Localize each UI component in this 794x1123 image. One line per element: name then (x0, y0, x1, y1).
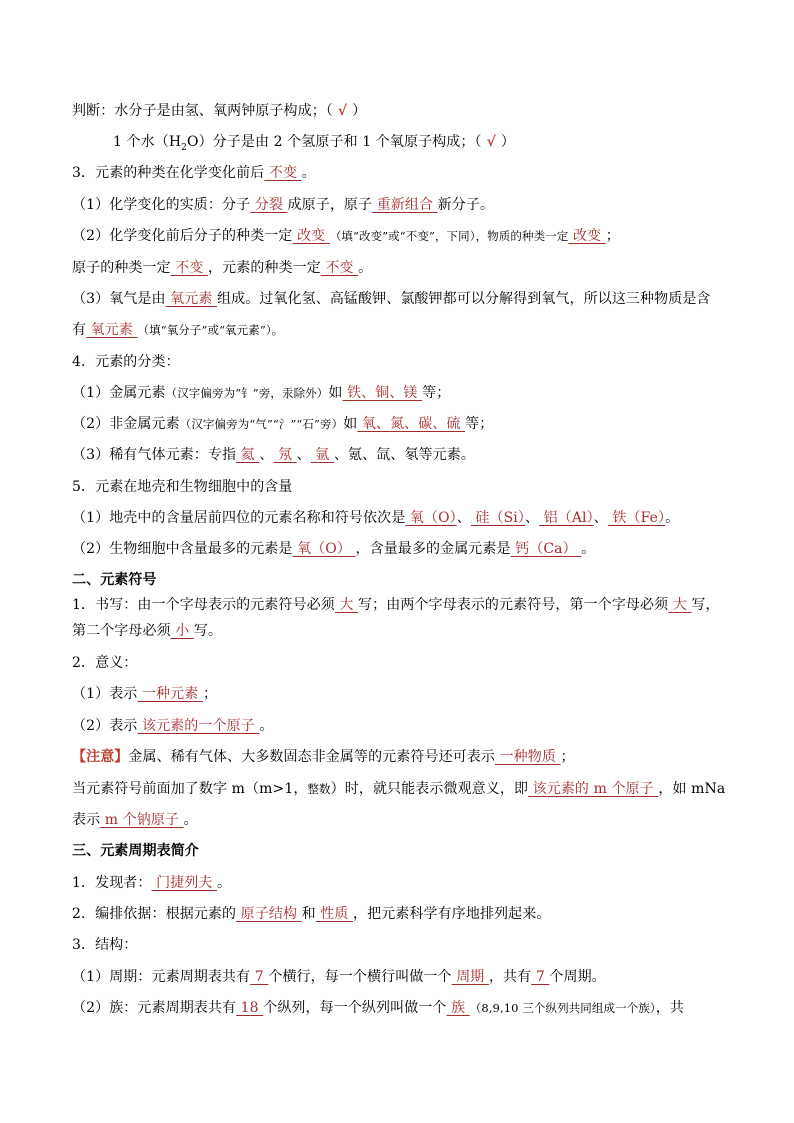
line-5-2: （2）生物细胞中含量最多的元素是 氧（O） ，含量最多的金属元素是 钙（Ca） 。 (72, 541, 596, 557)
answer: 铁、铜、镁 (342, 385, 423, 401)
answer: 改变 (292, 228, 330, 244)
answer: 改变 (568, 228, 606, 244)
line-4-2: （2）非金属元素（汉字偏旁为“气”“氵”“石”旁）如 氧、氮、碳、硫 等； (72, 416, 494, 432)
answer: 该元素的 m 个原子 (528, 781, 659, 797)
answer: 性质 (315, 906, 354, 922)
answer: 分裂 (250, 197, 288, 213)
answer: 钙（Ca） (510, 541, 582, 557)
answer: 小 (170, 623, 194, 639)
check-mark: √ (481, 134, 501, 150)
line-symbol-2: 2．意义： (72, 655, 138, 671)
line-note-2: 当元素符号前面加了数字 m（m>1，整数）时，就只能表示微观意义，即 该元素的 m 个原子 ，如 mNa (72, 781, 726, 797)
line-3-3: （3）氧气是由 氧元素 组成。过氧化氢、高锰酸钾、氯酸钾都可以分解得到氧气，所以这三种物质是含 (72, 291, 711, 307)
line-3-2: （2）化学变化前后分子的种类一定 改变 （填“改变”或“不变”，下同），物质的种类一定 改变 ； (72, 228, 620, 244)
answer: 不变 (264, 165, 302, 181)
answer: 不变 (320, 260, 359, 276)
answer: 铝（Al） (539, 510, 594, 526)
note-label: 【注意】 (72, 749, 129, 765)
line-judgment-1: 判断：水分子是由氢、氧两钟原子构成；（ √ ） (72, 103, 367, 119)
answer: 重新组合 (372, 197, 438, 213)
answer: 不变 (170, 260, 209, 276)
answer: 氧（O） (405, 510, 457, 526)
answer: 7 (250, 969, 269, 985)
line-table-3: 3．结构： (72, 937, 138, 953)
line-5: 5．元素在地壳和生物细胞中的含量 (72, 479, 293, 495)
section-heading-symbols: 二、元素符号 (72, 572, 157, 588)
line-symbol-1-cont: 第二个字母必须 小 写。 (72, 623, 223, 639)
answer: 硅（Si） (470, 510, 525, 526)
answer: 氧元素 (165, 291, 218, 307)
line-symbol-2-2: （2）表示 该元素的一个原子 。 (72, 718, 274, 734)
line-3-3-cont: 有 氧元素 （填“氧分子”或“氧元素”）。 (72, 322, 284, 338)
line-4-3: （3）稀有气体元素：专指 氦 、 氖 、 氩 、氪、氙、氡等元素。 (72, 447, 475, 463)
answer: 氧元素 (86, 322, 138, 338)
line-symbol-1: 1．书写：由一个字母表示的元素符号必须 大 写；由两个字母表示的元素符号，第一个字母必须 大 写， (72, 597, 720, 613)
answer: 一种元素 (137, 686, 203, 702)
answer: 门捷列夫 (151, 875, 218, 891)
line-table-3-1: （1）周期：元素周期表共有 7 个横行，每一个横行叫做一个 周期 ，共有 7 个周期。 (72, 969, 606, 985)
answer: 18 (236, 1000, 264, 1016)
answer: 大 (668, 597, 692, 613)
answer: 周期 (451, 969, 489, 985)
check-mark: √ (332, 103, 353, 119)
line-5-1: （1）地壳中的含量居前四位的元素名称和符号依次是 氧（O）、 硅（Si）、 铝（Al）、 铁（Fe）。 (72, 510, 680, 526)
answer: 氩 (310, 447, 334, 463)
line-table-2: 2．编排依据：根据元素的 原子结构 和 性质 ，把元素科学有序地排列起来。 (72, 906, 551, 922)
line-3-1: （1）化学变化的实质：分子 分裂 成原子，原子 重新组合 新分子。 (72, 197, 495, 213)
answer: 一种物质 (495, 749, 561, 765)
answer: 大 (334, 597, 359, 613)
line-table-1: 1．发现者： 门捷列夫 。 (72, 875, 232, 891)
answer: 氧、氮、碳、硫 (357, 416, 466, 432)
answer: 铁（Fe） (607, 510, 666, 526)
answer: 族 (446, 1000, 470, 1016)
line-table-3-2: （2）族：元素周期表共有 18 个纵列，每一个纵列叫做一个 族 （8,9,10 三个纵列共同组成一个族），共 (72, 1000, 684, 1016)
line-judgment-2: 1 个水$(H_2O)$分子是由 2 个氢原子和 1 个氧原子构成；（ √ ） (113, 134, 515, 153)
answer: 该元素的一个原子 (137, 718, 260, 734)
line-symbol-2-1: （1）表示 一种元素 ； (72, 686, 218, 702)
line-4: 4．元素的分类： (72, 354, 180, 370)
line-note-2-cont: 表示 m 个钠原子 。 (72, 812, 198, 828)
answer: 氦 (236, 447, 260, 463)
line-3: 3．元素的种类在化学变化前后 不变 。 (72, 165, 316, 181)
line-3-2-cont: 原子的种类一定 不变 ，元素的种类一定 不变 。 (72, 260, 373, 276)
section-heading-periodic-table: 三、元素周期表简介 (72, 843, 199, 859)
line-4-1: （1）金属元素（汉字偏旁为“钅”旁，汞除外）如 铁、铜、镁 等； (72, 385, 451, 401)
answer: 氖 (273, 447, 297, 463)
answer: m 个钠原子 (100, 812, 184, 828)
answer: 原子结构 (236, 906, 302, 922)
answer: 氧（O） (292, 541, 356, 557)
answer: 7 (531, 969, 550, 985)
line-note: 【注意】金属、稀有气体、大多数固态非金属等的元素符号还可表示 一种物质 ； (72, 749, 575, 765)
